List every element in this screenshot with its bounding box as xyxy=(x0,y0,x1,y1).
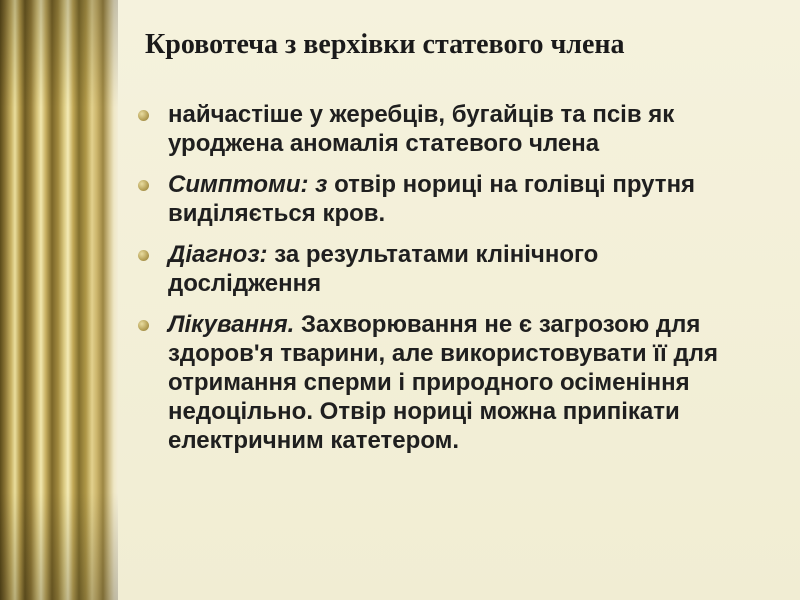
bullet-lead: Симптоми: з xyxy=(168,171,328,198)
bullet-dot-icon xyxy=(138,110,149,121)
bullet-lead: Лікування. xyxy=(168,311,295,338)
bullet-item xyxy=(132,170,752,228)
bullet-lead: Діагноз: xyxy=(168,241,268,268)
slide-title: Кровотеча з верхівки статевого члена xyxy=(145,29,625,60)
bullet-item xyxy=(132,100,752,158)
bullet-dot-icon xyxy=(138,180,149,191)
bullet-item xyxy=(132,240,752,298)
bullet-item xyxy=(132,310,752,455)
bullet-text: отвір нориці на голівці прутня виділяється кров. xyxy=(168,171,696,227)
bullet-text: Захворювання не є загрозою для здоров'я тварини, але використовувати її для отримання сперми і природного осіменіння недоцільно. Отвір нориці можна припікати електричним катетером. xyxy=(168,311,718,454)
bullet-dot-icon xyxy=(138,250,149,261)
border-shading xyxy=(0,0,118,600)
bullet-list xyxy=(132,100,752,467)
bullet-text: найчастіше у жеребців, бугайців та псів як уроджена аномалія статевого члена xyxy=(168,101,675,157)
bullet-text: за результатами клінічного дослідження xyxy=(168,241,599,297)
bullet-dot-icon xyxy=(138,320,149,331)
